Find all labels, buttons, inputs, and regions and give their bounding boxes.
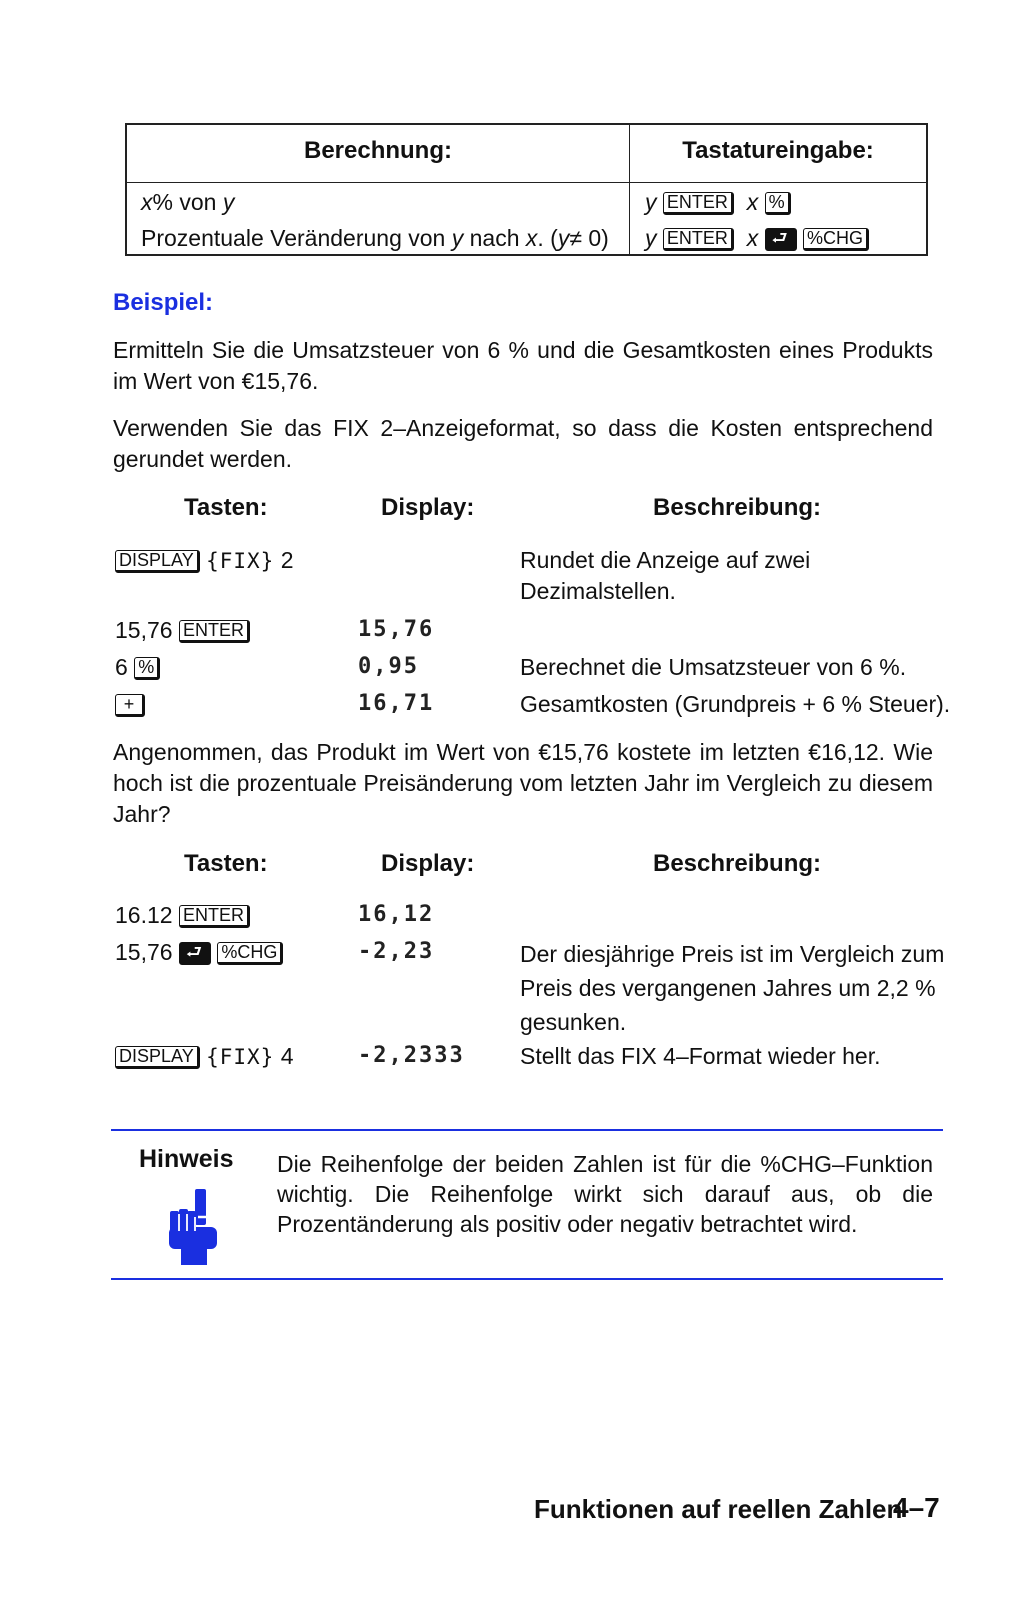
paragraph-2: Verwenden Sie das FIX 2–Anzeigeformat, so dass die Kosten entsprechend gerundet werden.	[113, 415, 933, 472]
col-description-heading-2: Beschreibung:	[653, 850, 822, 877]
fix-softkey: {FIX}	[206, 1045, 275, 1069]
table-row-1-calc: x% von y	[141, 189, 235, 215]
col-description-heading: Beschreibung:	[653, 494, 822, 521]
shift-key-icon: ⮐	[179, 942, 211, 965]
ex1-row-1-keys: DISPLAY {FIX} 2	[115, 545, 294, 577]
enter-key: ENTER	[179, 620, 250, 643]
ex1-row-4-desc: Gesamtkosten (Grundpreis + 6 % Steuer).	[520, 691, 951, 717]
ex1-row-3-desc: Berechnet die Umsatzsteuer von 6 %.	[520, 654, 907, 680]
table-row-2-calc: Prozentuale Veränderung von y nach x. (y≠ 0)	[141, 225, 609, 251]
ex2-row-1-keys: 16.12 ENTER	[115, 900, 250, 931]
percent-key: %	[765, 192, 791, 215]
display-key: DISPLAY	[115, 1046, 200, 1069]
calculation-table	[125, 123, 928, 256]
ex1-row-1-desc: Rundet die Anzeige auf zwei Dezimalstellen.	[520, 547, 811, 604]
enter-key: ENTER	[179, 905, 250, 928]
note-bottom-rule	[111, 1278, 943, 1280]
percent-key: %	[134, 657, 160, 680]
col-display-heading: Display:	[381, 494, 475, 521]
enter-key: ENTER	[663, 228, 734, 251]
ex1-row-4-display: 16,71	[358, 691, 435, 716]
pointing-hand-icon	[165, 1187, 221, 1267]
fix-softkey: {FIX}	[206, 549, 275, 573]
display-key: DISPLAY	[115, 550, 200, 573]
note-text: Die Reihenfolge der beiden Zahlen ist für die %CHG–Funktion wichtig. Die Reihenfolge wirkt sich darauf aus, ob die Prozentänderung als positiv oder negativ betrachtet wird.	[277, 1151, 933, 1237]
enter-key: ENTER	[663, 192, 734, 215]
footer-chapter-title: Funktionen auf reellen Zahlen	[534, 1494, 903, 1524]
ex1-row-2-display: 15,76	[358, 617, 435, 642]
ex1-row-3-display: 0,95	[358, 654, 419, 679]
percent-change-key: %CHG	[217, 942, 283, 965]
header-keystrokes: Tastatureingabe:	[682, 137, 874, 164]
header-calculation: Berechnung:	[303, 137, 452, 164]
table-header-rule	[127, 182, 926, 183]
note-label: Hinweis	[139, 1145, 234, 1173]
col-keys-heading-2: Tasten:	[184, 850, 268, 877]
ex2-row-3-keys: DISPLAY {FIX} 4	[115, 1041, 294, 1073]
col-keys-heading: Tasten:	[184, 494, 268, 521]
footer-page-number: 4–7	[893, 1492, 940, 1523]
plus-key: +	[115, 694, 145, 717]
ex1-row-3-keys: 6 %	[115, 652, 160, 683]
ex2-row-1-display: 16,12	[358, 902, 435, 927]
table-row-1-keys: y ENTER x %	[645, 187, 791, 218]
paragraph-1: Ermitteln Sie die Umsatzsteuer von 6 % und die Gesamtkosten eines Produkts im Wert von €15,76.	[113, 337, 933, 394]
ex2-row-2-keys: 15,76 ⮐ %CHG	[115, 937, 283, 968]
table-row-2-keys: y ENTER x ⮐ %CHG	[645, 223, 869, 254]
note-top-rule	[111, 1129, 943, 1131]
ex1-row-4-keys	[115, 689, 145, 720]
shift-key-icon: ⮐	[765, 228, 797, 251]
col-display-heading-2: Display:	[381, 850, 475, 877]
ex2-row-3-desc: Stellt das FIX 4–Format wieder her.	[520, 1043, 881, 1069]
example-heading: Beispiel:	[113, 289, 214, 316]
ex2-row-2-desc: Der diesjährige Preis ist im Vergleich zum Preis des vergangenen Jahres um 2,2 % gesunken.	[520, 941, 945, 1035]
ex2-row-3-display: -2,2333	[358, 1043, 465, 1068]
ex1-row-2-keys: 15,76 ENTER	[115, 615, 250, 646]
paragraph-3: Angenommen, das Produkt im Wert von €15,76 kostete im letzten €16,12. Wie hoch ist die prozentuale Preisänderung vom letzten Jahr im Vergleich zu diesem Jahr?	[113, 739, 933, 827]
ex2-row-2-display: -2,23	[358, 939, 435, 964]
percent-change-key: %CHG	[803, 228, 869, 251]
